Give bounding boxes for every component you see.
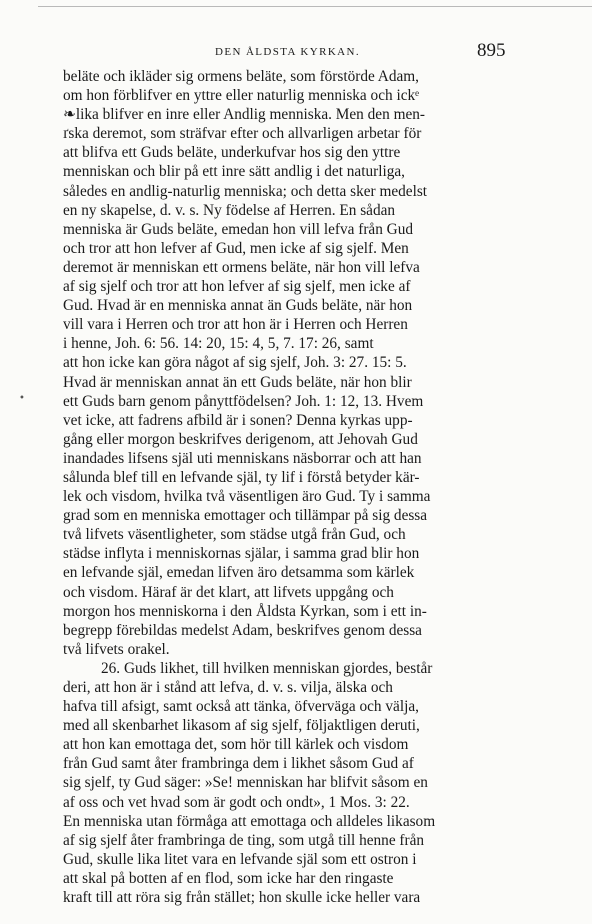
text-line: ґska deremot, som sträfvar efter och allvarligen arbetar för xyxy=(63,125,422,143)
page-number: 895 xyxy=(477,40,506,61)
text-line: af sig sjelf och tror att hon lefver af sig sjelf, men icke af xyxy=(63,278,411,296)
text-line: inandades lifsens själ uti menniskans näsborrar och att han xyxy=(63,449,422,467)
text-line: och tror att hon lefver af Gud, men icke af sig sjelf. Men xyxy=(63,239,409,257)
running-head: DEN ÅLDSTA KYRKAN. xyxy=(215,46,361,58)
text-line: deremot är menniskan ett ormens beläte, när hon vill lefva xyxy=(63,258,420,276)
text-line: gång eller morgon beskrifves derigenom, att Jehovah Gud xyxy=(63,430,418,448)
text-line: deri, att hon är i stånd att lefva, d. v. s. vilja, älska och xyxy=(63,679,393,696)
text-line: Hvad är menniskan annat än ett Guds beläte, när hon blir xyxy=(63,373,412,391)
text-line: således en andlig-naturlig menniska; och detta sker medelst xyxy=(63,182,428,200)
text-line: två lifvets orakel. xyxy=(63,640,170,658)
text-line: vill vara i Herren och tror att hon är i Herren och Herren xyxy=(63,316,408,334)
text-line: kraft till att röra sig från stället; hon skulle icke heller vara xyxy=(63,889,421,907)
text-line: i henne, Joh. 6: 56. 14: 20, 15: 4, 5, 7. 17: 26, samt xyxy=(63,335,374,353)
text-line: menniska är Guds beläte, emedan hon vill lefva från Gud xyxy=(63,220,414,238)
text-line: att hon kan emottaga det, som hör till kärlek och visdom xyxy=(63,736,409,754)
body-text xyxy=(63,67,527,907)
text-line: att hon icke kan göra något af sig sjelf, Joh. 3: 27. 15: 5. xyxy=(63,354,407,372)
text-line: hafva till afsigt, samt också att tänka, öfverväga och välja, xyxy=(63,698,419,716)
text-line: En menniska utan förmåga att emottaga och alldeles likasom xyxy=(63,812,436,830)
text-line: och visdom. Häraf är det klart, att lifvets uppgång och xyxy=(63,583,394,601)
text-line: morgon hos menniskorna i den Åldsta Kyrkan, som i ett in- xyxy=(63,602,427,620)
text-line: med all skenbarhet likasom af sig sjelf, följaktligen deruti, xyxy=(63,717,420,735)
text-line: grad som en menniska emottager och tillämpar på sig dessa xyxy=(63,507,428,525)
section-26-start: 26. Guds likhet, till hvilken menniskan gjordes, består xyxy=(101,659,433,677)
text-line: om hon förblifver en yttre eller naturlig menniska och ickᵉ xyxy=(63,87,420,105)
text-line: två lifvets väsentligheter, som städse utgå från Gud, och xyxy=(63,526,406,544)
text-line: från Gud samt åter frambringa dem i likhet såsom Gud af xyxy=(63,755,414,773)
text-line: beläte och ikläder sig ormens beläte, som förstörde Adam, xyxy=(63,68,419,85)
text-line: Gud, skulle lika litet vara en lefvande själ som ett ostron i xyxy=(63,850,417,868)
text-line: städse inflyta i menniskornas själar, i samma grad blir hon xyxy=(63,545,420,563)
text-line: en lefvande själ, emedan lifven äro detsamma som kärlek xyxy=(63,564,415,582)
text-line: af oss och vet hvad som är godt och ondt», 1 Mos. 3: 22. xyxy=(63,793,410,811)
text-line: begrepp förebildas medelst Adam, beskrifves genom dessa xyxy=(63,621,422,639)
text-line: sålunda blef till en lefvande själ, ty lif i förstå betyder kär- xyxy=(63,468,420,486)
text-line: lek och visdom, hvilka två väsentligen äro Gud. Ty i samma xyxy=(63,488,431,506)
text-line: ett Guds barn genom pånyttfödelsen? Joh. 1: 12, 13. Hvem xyxy=(63,392,424,410)
text-line: Gud. Hvad är en menniska annat än Guds beläte, när hon xyxy=(63,297,413,315)
text-line: en ny skapelse, d. v. s. Ny födelse af Herren. En sådan xyxy=(63,201,396,219)
margin-mark: • xyxy=(19,393,25,404)
text-line: af sig sjelf åter frambringa de ting, som utgå till henne från xyxy=(63,831,425,849)
top-rule xyxy=(38,6,592,7)
text-line: sig sjelf, ty Gud säger: »Se! menniskan har blifvit såsom en xyxy=(63,774,428,792)
text-line: att skal på botten af en flod, som icke har den ringaste xyxy=(63,869,394,887)
text-line: ❧lika blifver en inre eller Andlig menniska. Men den men- xyxy=(63,106,425,124)
text-line: att blifva ett Guds beläte, underkufvar hos sig den yttre xyxy=(63,144,401,162)
text-line: menniskan och blir på ett inre sätt andlig i det naturliga, xyxy=(63,163,405,181)
text-line: vet icke, att fadrens afbild är i sonen? Denna kyrkas upp- xyxy=(63,411,413,429)
